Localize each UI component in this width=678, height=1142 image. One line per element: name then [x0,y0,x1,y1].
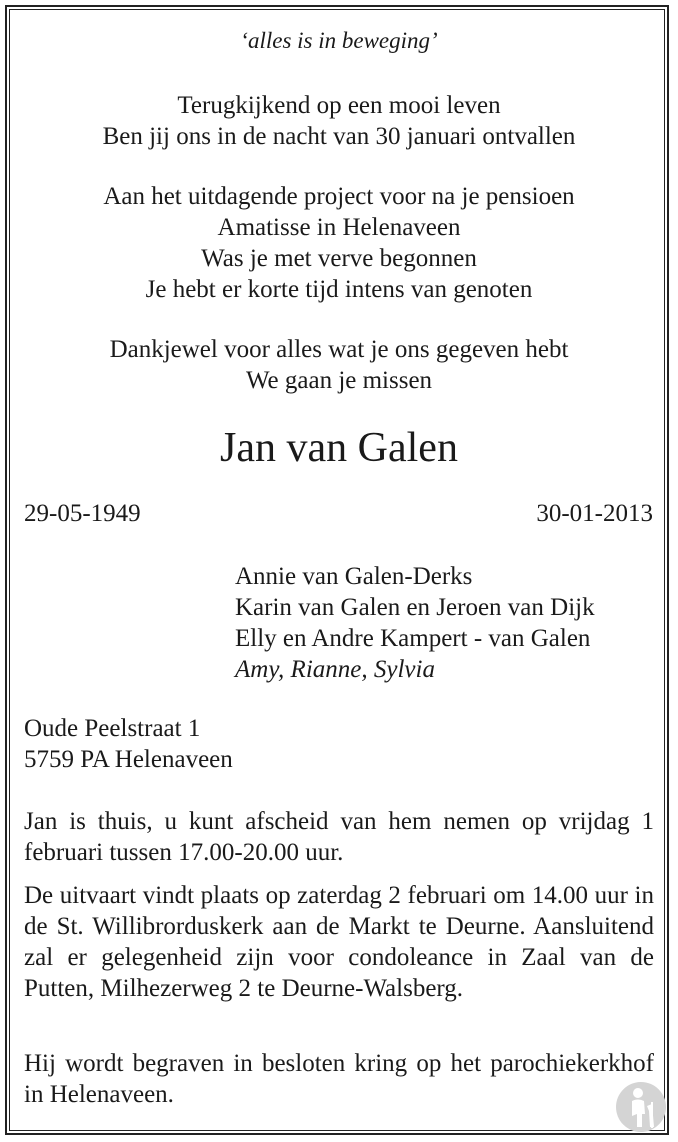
poem-stanza-2 [0,181,678,305]
poem-stanza-1 [0,90,678,152]
memorial-figure-icon [614,1080,668,1134]
poem-line: Amatisse in Helenaveen [217,214,461,241]
poem-stanza-3 [0,334,678,396]
poem-line: Je hebt er korte tijd intens van genoten [145,276,533,303]
poem-line: Dankjewel voor alles wat je ons gegeven hebt [109,336,569,363]
death-date: 30-01-2013 [536,500,653,527]
burial-paragraph: Hij wordt begraven in besloten kring op het parochiekerkhof in Helenaveen. [24,1050,654,1108]
family-member: Annie van Galen-Derks [235,563,473,590]
deceased-name: Jan van Galen [220,425,458,471]
family-member: Karin van Galen en Jeroen van Dijk [235,594,595,621]
visitation-paragraph: Jan is thuis, u kunt afscheid van hem nemen op vrijdag 1 februari tussen 17.00-20.00 uur. [24,808,654,866]
address-city: 5759 PA Helenaveen [24,746,233,773]
address-street: Oude Peelstraat 1 [24,715,201,742]
poem-line: Ben jij ons in de nacht van 30 januari ontvallen [102,123,576,150]
address [24,713,233,775]
motto: ‘alles is in beweging’ [240,28,438,53]
poem-line: Aan het uitdagende project voor na je pensioen [103,183,575,210]
birth-date: 29-05-1949 [24,500,141,527]
poem-line: Terugkijkend op een mooi leven [177,92,501,119]
funeral-paragraph: De uitvaart vindt plaats op zaterdag 2 februari om 14.00 uur in de St. Willibrorduskerk aan de Markt te Deurne. Aansluitend zal er gelegenheid zijn voor condoleance in Zaal van de Putten, Milhezerweg 2 te Deurne-Walsberg. [24,882,654,1002]
family-member: Elly en Andre Kampert - van Galen [235,625,591,652]
family-list [235,561,595,685]
poem-line: Was je met verve begonnen [201,245,477,272]
poem-line: We gaan je missen [245,367,433,394]
grandchildren: Amy, Rianne, Sylvia [235,656,435,683]
